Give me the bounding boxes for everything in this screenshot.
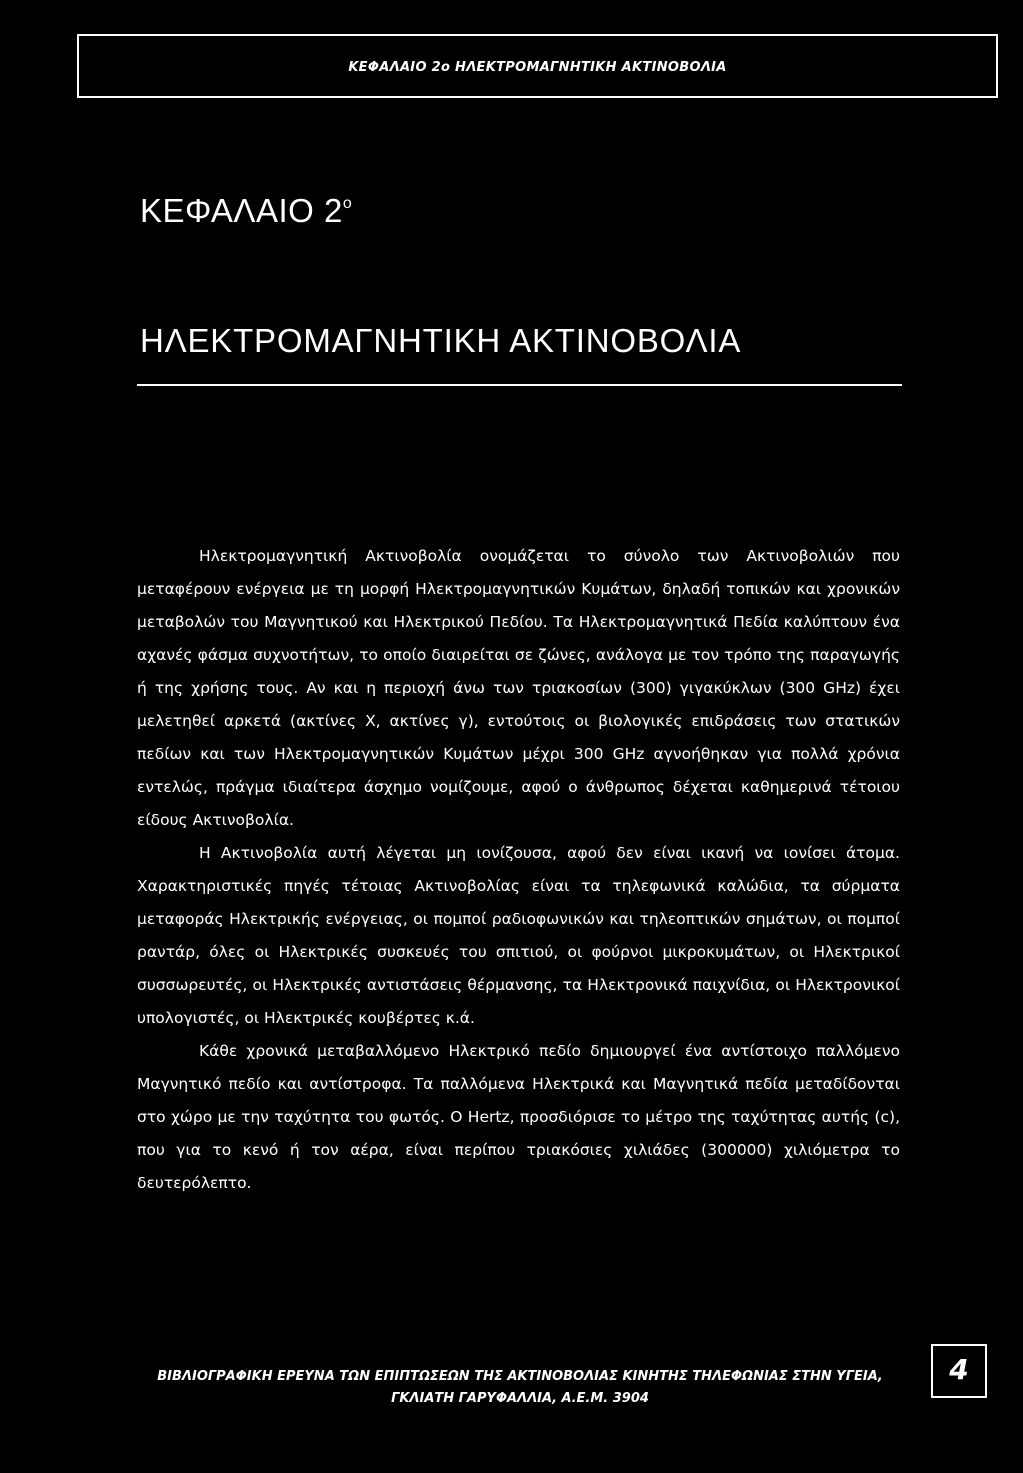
chapter-label-text: ΚΕΦΑΛΑΙΟ 2 — [140, 192, 343, 229]
page-number: 4 — [949, 1353, 969, 1386]
chapter-title: ΗΛΕΚΤΡΟΜΑΓΝΗΤΙΚΗ ΑΚΤΙΝΟΒΟΛΙΑ — [140, 322, 742, 359]
chapter-ordinal: ο — [342, 195, 353, 212]
title-divider — [137, 384, 902, 386]
chapter-label — [140, 192, 352, 230]
page-number-box — [931, 1344, 987, 1398]
paragraph-3: Κάθε χρονικά μεταβαλλόμενο Ηλεκτρικό πεδίο δημιουργεί ένα αντίστοιχο παλλόμενο Μαγνητικό πεδίο και αντίστροφα. Τα παλλόμενα Ηλεκτρικά και Μαγνητικά πεδία μεταδίδονται στο χώρο με την ταχύτητα του φωτός. Ο Hertz, προσδιόρισε το μέτρο της ταχύτητας αυτής (c), που για το κενό ή τον αέρα, είναι περίπου τριακόσιες χιλιάδες (300000) χιλιόμετρα το δευτερόλεπτο. — [137, 1042, 900, 1192]
footer-line-1: ΒΙΒΛΙΟΓΡΑΦΙΚΗ ΕΡΕΥΝΑ ΤΩΝ ΕΠΙΠΤΩΣΕΩΝ ΤΗΣ ΑΚΤΙΝΟΒΟΛΙΑΣ ΚΙΝΗΤΗΣ ΤΗΛΕΦΩΝΙΑΣ ΣΤΗΝ ΥΓΕΙΑ, — [157, 1369, 883, 1384]
body-text — [137, 540, 900, 1200]
footer-line-2: ΓΚΛΙΑΤΗ ΓΑΡΥΦΑΛΛΙΑ, Α.Ε.Μ. 3904 — [391, 1391, 649, 1406]
running-header-title: ΚΕΦΑΛΑΙΟ 2ο ΗΛΕΚΤΡΟΜΑΓΝΗΤΙΚΗ ΑΚΤΙΝΟΒΟΛΙΑ — [348, 60, 727, 75]
paragraph-2: Η Ακτινοβολία αυτή λέγεται μη ιονίζουσα, αφού δεν είναι ικανή να ιονίσει άτομα. Χαρακτηριστικές πηγές τέτοιας Ακτινοβολίας είναι τα τηλεφωνικά καλώδια, τα σύρματα μεταφοράς Ηλεκτρικής ενέργειας, οι πομποί ραδιοφωνικών και τηλεοπτικών σημάτων, οι πομποί ραντάρ, όλες οι Ηλεκτρικές συσκευές του σπιτιού, οι φούρνοι μικροκυμάτων, οι Ηλεκτρικοί συσσωρευτές, οι Ηλεκτρικές αντιστάσεις θέρμανσης, τα Ηλεκτρονικά παιχνίδια, οι Ηλεκτρονικοί υπολογιστές, οι Ηλεκτρικές κουβέρτες κ.ά. — [137, 844, 900, 1027]
running-header — [77, 34, 998, 98]
paragraph-1: Ηλεκτρομαγνητική Ακτινοβολία ονομάζεται το σύνολο των Ακτινοβολιών που μεταφέρουν ενέργεια με τη μορφή Ηλεκτρομαγνητικών Κυμάτων, δηλαδή τοπικών και χρονικών μεταβολών του Μαγνητικού και Ηλεκτρικού Πεδίου. Τα Ηλεκτρομαγνητικά Πεδία καλύπτουν ένα αχανές φάσμα συχνοτήτων, το οποίο διαιρείται σε ζώνες, ανάλογα με τον τρόπο της παραγωγής ή της χρήσης τους. Αν και η περιοχή άνω των τριακοσίων (300) γιγακύκλων (300 GHz) έχει μελετηθεί αρκετά (ακτίνες X, ακτίνες γ), εντούτοις οι βιολογικές επιδράσεις των στατικών πεδίων και των Ηλεκτρομαγνητικών Κυμάτων μέχρι 300 GHz αγνοήθηκαν για πολλά χρόνια εντελώς, πράγμα ιδιαίτερα άσχημο νομίζουμε, αφού ο άνθρωπος δέχεται καθημερινά τέτοιου είδους Ακτινοβολία. — [137, 547, 900, 829]
footer — [130, 1366, 910, 1410]
